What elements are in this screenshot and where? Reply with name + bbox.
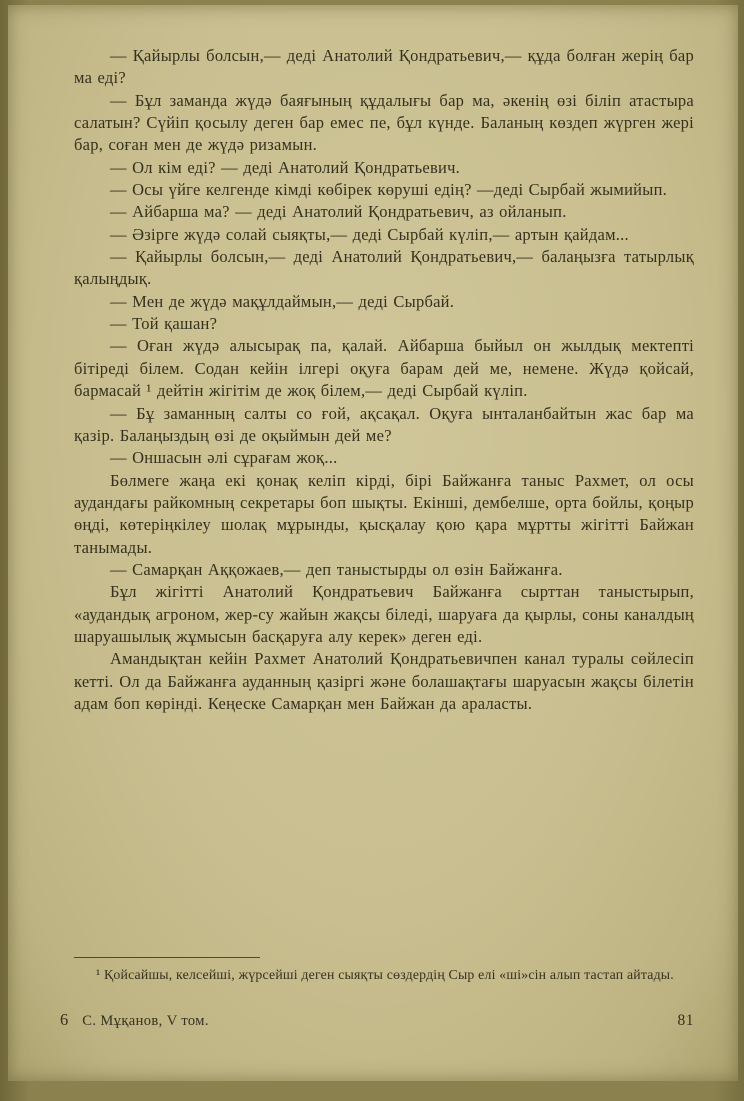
paragraph: Амандықтан кейін Рахмет Анатолий Қондратьевичпен канал туралы сөйлесіп кетті. Ол да Байжанға ауданның қазіргі және болашақтағы шаруасын жақсы білетін адам боп көрінді. Кеңеске Самарқан мен Байжан да араласты. [74,649,694,713]
page-footer [60,1010,694,1030]
paragraph: — Қайырлы болсын,— деді Анатолий Қондратьевич,— құда болған жерің бар ма еді? [74,46,694,88]
footer-left [60,1010,209,1030]
paragraph: — Осы үйге келгенде кімді көбірек көруші едің? —деді Сырбай жымийып. [110,180,668,200]
paragraph: — Айбарша ма? — деді Анатолий Қондратьевич, аз ойланып. [110,202,567,222]
footnote: ¹ Қойсайшы, келсейші, жүрсейші деген сыяқты сөздердің Сыр елі «ші»сін алып тастап айтады. [96,967,674,982]
footnote-rule [74,957,260,958]
paragraph: — Бұл заманда жүдә баяғының құдалығы бар ма, әкенің өзі біліп атастыра салатын? Сүйіп қосылу деген бар емес пе, бұл күнде. Баланың көздеп жүрген жері бар, соған мен де жүдә ризамын. [74,90,694,155]
body-text [74,45,694,715]
book-info: С. Мұқанов, V том. [82,1013,209,1029]
page [8,5,738,1081]
paragraph: — Мен де жүдә мақұлдаймын,— деді Сырбай. [110,291,455,311]
paragraph: — Әзірге жүдә солай сыяқты,— деді Сырбай күліп,— артын қайдам... [110,224,629,244]
paragraph: Бұл жігітті Анатолий Қондратьевич Байжанға сырттан таныстырып, «аудандық агроном, жер-су жайын жақсы біледі, шаруаға да қырлы, соны каналдың шаруашылық жұмысын басқаруға алу керек» деген еді. [74,582,694,646]
paragraph: — Той қашан? [110,314,218,334]
paragraph: — Оған жүдә алысырақ па, қалай. Айбарша быйыл он жылдық мектепті бітіреді білем. Содан кейін ілгері оқуға барам дей ме, немене. Жүдә қойсай, бармасай ¹ дейтін жігітім де жоқ білем,— деді Сырбай күліп. [74,336,694,401]
paragraph: — Қайырлы болсын,— деді Анатолий Қондратьевич,— балаңызға татырлық қалыңдық. [74,247,694,289]
paragraph: — Оншасын әлі сұрағам жоқ... [110,448,338,468]
paragraph: Бөлмеге жаңа екі қонақ келіп кірді, бірі Байжанға таныс Рахмет, ол осы аудандағы райкомның секретары боп шықты. Екінші, дембелше, орта бойлы, қоңыр өңді, көтеріңкілеу шолақ мұрынды, қысқалау қою қара мұртты жігітті Байжан танымады. [74,470,694,557]
footnote-block [74,957,694,985]
page-number: 81 [677,1012,694,1029]
signature-number: 6 [60,1010,69,1029]
paragraph: — Бұ заманның салты со ғой, ақсақал. Оқуға ынталанбайтын жас бар ма қазір. Балаңыздың өзі де оқыймын дей ме? [74,403,694,445]
paragraph: — Ол кім еді? — деді Анатолий Қондратьевич. [110,157,460,177]
paragraph: — Самарқан Аққожаев,— деп таныстырды ол өзін Байжанға. [110,559,563,579]
